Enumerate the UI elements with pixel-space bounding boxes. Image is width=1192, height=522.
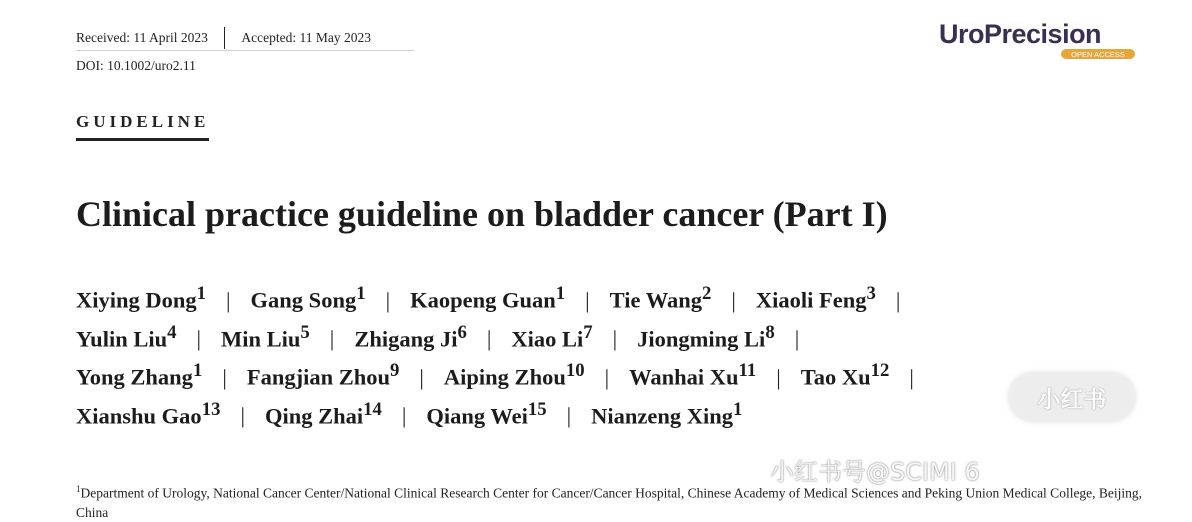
author-name[interactable]: Wanhai Xu — [629, 364, 739, 390]
author-separator: | — [401, 403, 407, 428]
author-affiliation-number: 1 — [196, 283, 207, 304]
author-name[interactable]: Xianshu Gao — [76, 403, 202, 428]
author-name[interactable]: Nianzeng Xing — [591, 403, 734, 428]
author-name[interactable]: Gang Song — [250, 287, 357, 313]
author-entry — [801, 360, 890, 391]
author-affiliation-number: 15 — [527, 398, 547, 420]
author-separator: | — [226, 287, 231, 313]
affiliation — [76, 480, 1146, 522]
author-affiliation-number: 10 — [565, 360, 585, 381]
author-affiliation-number: 1 — [733, 398, 743, 420]
author-separator: | — [794, 326, 800, 351]
author-affiliation-number: 1 — [555, 283, 566, 304]
author-entry — [444, 360, 585, 391]
author-affiliation-number: 7 — [583, 321, 593, 343]
author-entry — [251, 283, 366, 314]
author-name[interactable]: Tao Xu — [800, 364, 871, 390]
article-type-rule — [76, 138, 209, 141]
author-affiliation-number: 1 — [356, 283, 366, 304]
author-separator: | — [196, 326, 202, 351]
accepted-date: Accepted: 11 May 2023 — [241, 30, 371, 45]
author-affiliation-number: 13 — [201, 398, 221, 420]
author-entry — [410, 283, 565, 314]
affiliation-text: Department of Urology, National Cancer Center/National Clinical Research Center for Cancer/Cancer Hospital, Chinese Academy of Medical Sciences and Peking Union Medical College, Beijing, China — [76, 485, 1143, 520]
xiaohongshu-watermark-badge: 小红书 — [1009, 373, 1135, 421]
dates-underline — [76, 50, 414, 51]
author-name[interactable]: Jiongming Li — [637, 326, 766, 351]
publication-dates — [76, 27, 371, 49]
author-separator: | — [486, 326, 492, 351]
affiliation-number: 1 — [76, 484, 81, 494]
author-affiliation-number: 6 — [457, 321, 467, 343]
author-affiliation-number: 14 — [363, 398, 382, 420]
author-affiliation-number: 5 — [300, 321, 310, 343]
author-entry — [247, 360, 400, 391]
author-name[interactable]: Xiaoli Feng — [755, 287, 867, 313]
journal-logo-wordmark: UroPrecision — [939, 19, 1102, 49]
article-title: Clinical practice guideline on bladder cancer (Part I) — [76, 194, 888, 234]
author-affiliation-number: 9 — [390, 360, 400, 381]
author-separator: | — [222, 364, 227, 390]
author-affiliation-number: 12 — [870, 360, 890, 381]
author-entry — [756, 283, 876, 314]
author-separator: | — [612, 326, 618, 351]
author-separator: | — [240, 403, 245, 428]
doi-link[interactable]: DOI: 10.1002/uro2.11 — [76, 58, 196, 73]
author-entry — [637, 322, 775, 353]
author-affiliation-number: 8 — [765, 321, 775, 343]
author-name[interactable]: Qing Zhai — [264, 403, 364, 428]
author-name[interactable]: Yulin Liu — [76, 326, 168, 351]
author-separator: | — [776, 364, 781, 390]
author-name[interactable]: Zhigang Ji — [354, 326, 458, 351]
author-separator: | — [895, 287, 901, 313]
journal-logo — [937, 12, 1139, 62]
author-name[interactable]: Min Liu — [221, 326, 301, 351]
author-name[interactable]: Fangjian Zhou — [246, 364, 391, 390]
author-entry — [265, 399, 382, 430]
article-type: GUIDELINE — [76, 112, 210, 131]
watermark-text: 小红书号@SCIMI 6 — [770, 458, 980, 486]
author-entry — [629, 360, 756, 391]
author-separator: | — [385, 287, 391, 313]
author-entry — [76, 322, 177, 353]
author-affiliation-number: 3 — [866, 283, 876, 304]
received-date: Received: 11 April 2023 — [76, 30, 208, 45]
author-entry — [591, 399, 742, 430]
author-entry — [76, 360, 202, 391]
author-entry — [354, 322, 467, 353]
author-entry — [610, 283, 712, 314]
open-access-tag: OPEN ACCESS — [1071, 50, 1125, 59]
author-name[interactable]: Aiping Zhou — [443, 364, 566, 390]
author-name[interactable]: Qiang Wei — [426, 403, 528, 428]
author-name[interactable]: Yong Zhang — [76, 364, 193, 390]
author-entry — [76, 399, 220, 430]
author-separator: | — [329, 326, 335, 351]
author-name[interactable]: Xiying Dong — [76, 287, 197, 313]
author-affiliation-number: 11 — [738, 360, 757, 381]
author-entry — [426, 399, 546, 430]
author-affiliation-number: 1 — [192, 360, 203, 381]
author-separator: | — [909, 364, 914, 390]
author-entry — [76, 283, 206, 314]
author-list — [76, 283, 1136, 437]
author-separator: | — [585, 287, 590, 313]
author-line — [76, 399, 1136, 438]
author-entry — [511, 322, 592, 353]
date-separator — [224, 27, 226, 49]
author-affiliation-number: 2 — [702, 283, 712, 304]
author-separator: | — [566, 403, 572, 428]
author-name[interactable]: Kaopeng Guan — [410, 287, 556, 313]
author-separator: | — [604, 364, 610, 390]
author-name[interactable]: Xiao Li — [511, 326, 584, 351]
author-line — [76, 360, 1136, 399]
author-entry — [221, 322, 310, 353]
author-separator: | — [419, 364, 424, 390]
author-line — [76, 322, 1136, 361]
author-separator: | — [731, 287, 736, 313]
author-affiliation-number: 4 — [167, 321, 177, 343]
author-line — [76, 283, 1136, 322]
author-name[interactable]: Tie Wang — [609, 287, 703, 313]
